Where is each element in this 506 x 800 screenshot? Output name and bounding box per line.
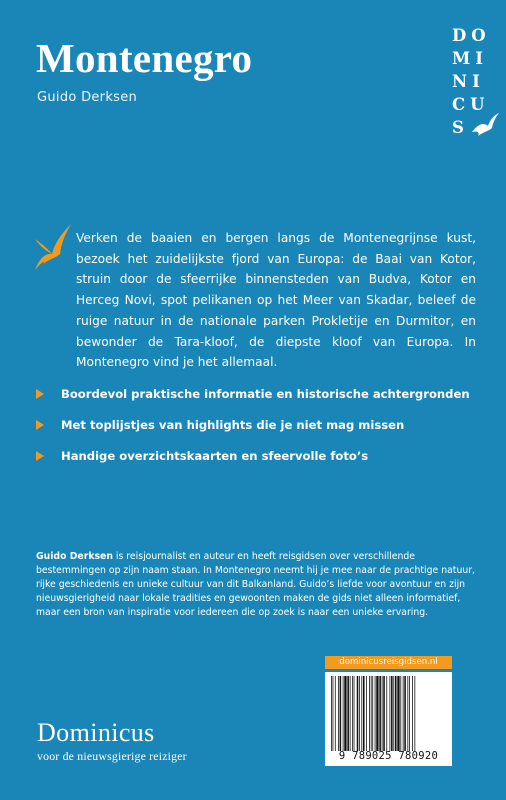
- publisher-name: Dominicus: [37, 718, 155, 747]
- orange-arrow-icon: [36, 420, 44, 430]
- feature-list: [36, 378, 486, 471]
- author-bio: [36, 550, 476, 620]
- feature-text: Boordevol praktische informatie en historische achtergronden: [61, 386, 470, 401]
- barcode-bars: [330, 676, 447, 751]
- logo-row-4: CU: [452, 95, 490, 114]
- logo-row-3: NI: [452, 72, 485, 91]
- logo-bird-icon: [470, 112, 500, 138]
- swift-bird-icon: [33, 223, 73, 271]
- feature-item: [36, 378, 486, 409]
- dominicus-logo: [452, 24, 502, 144]
- publisher-tagline: voor de nieuwsgierige reiziger: [37, 749, 187, 763]
- bio-text: is reisjournalist en auteur en heeft reisgidsen over verschillende bestemmingen op zijn naam staan. In Montenegro neemt hij je mee naar de prachtige natuur, rijke geschiedenis en unieke cultuur van dit Balkanland. Guido’s liefde voor avontuur en zijn nieuwsgierigheid naar lokale tradities en gewoonten maken de gids niet alleen informatief, maar een bron van inspiratie voor iedereen die op zoek is naar een unieke ervaring.: [36, 551, 476, 619]
- logo-row-2: MI: [452, 49, 488, 68]
- orange-arrow-icon: [36, 451, 44, 461]
- logo-row-5: S: [452, 118, 469, 137]
- barcode: [325, 672, 452, 766]
- orange-arrow-icon: [36, 389, 44, 399]
- website-url-badge[interactable]: dominicusreisgidsen.nl: [325, 656, 452, 669]
- author-name: Guido Derksen: [37, 90, 138, 105]
- feature-text: Met toplijstjes van highlights die je niet mag missen: [61, 417, 405, 432]
- feature-text: Handige overzichtskaarten en sfeervolle foto’s: [61, 448, 369, 463]
- feature-item: [36, 409, 486, 440]
- intro-text: Verken de baaien en bergen langs de Montenegrijnse kust, bezoek het zuidelijkste fjord van Europa: de Baai van Kotor, struin door de sfeerrijke binnensteden van Budva, Kotor en Herceg Novi, spot pelikanen op het Meer van Skadar, beleef de ruige natuur in de nationale parken Prokletije en Durmitor, en bewonder de Tara-kloof, de diepste kloof van Europa. In Montenegro vind je het allemaal.: [76, 231, 476, 370]
- logo-row-1: DO: [452, 26, 491, 45]
- feature-item: [36, 440, 486, 471]
- bio-author-name: Guido Derksen: [36, 551, 113, 562]
- book-title: Montenegro: [36, 35, 253, 81]
- isbn-number: 9 789025 780920: [338, 750, 439, 762]
